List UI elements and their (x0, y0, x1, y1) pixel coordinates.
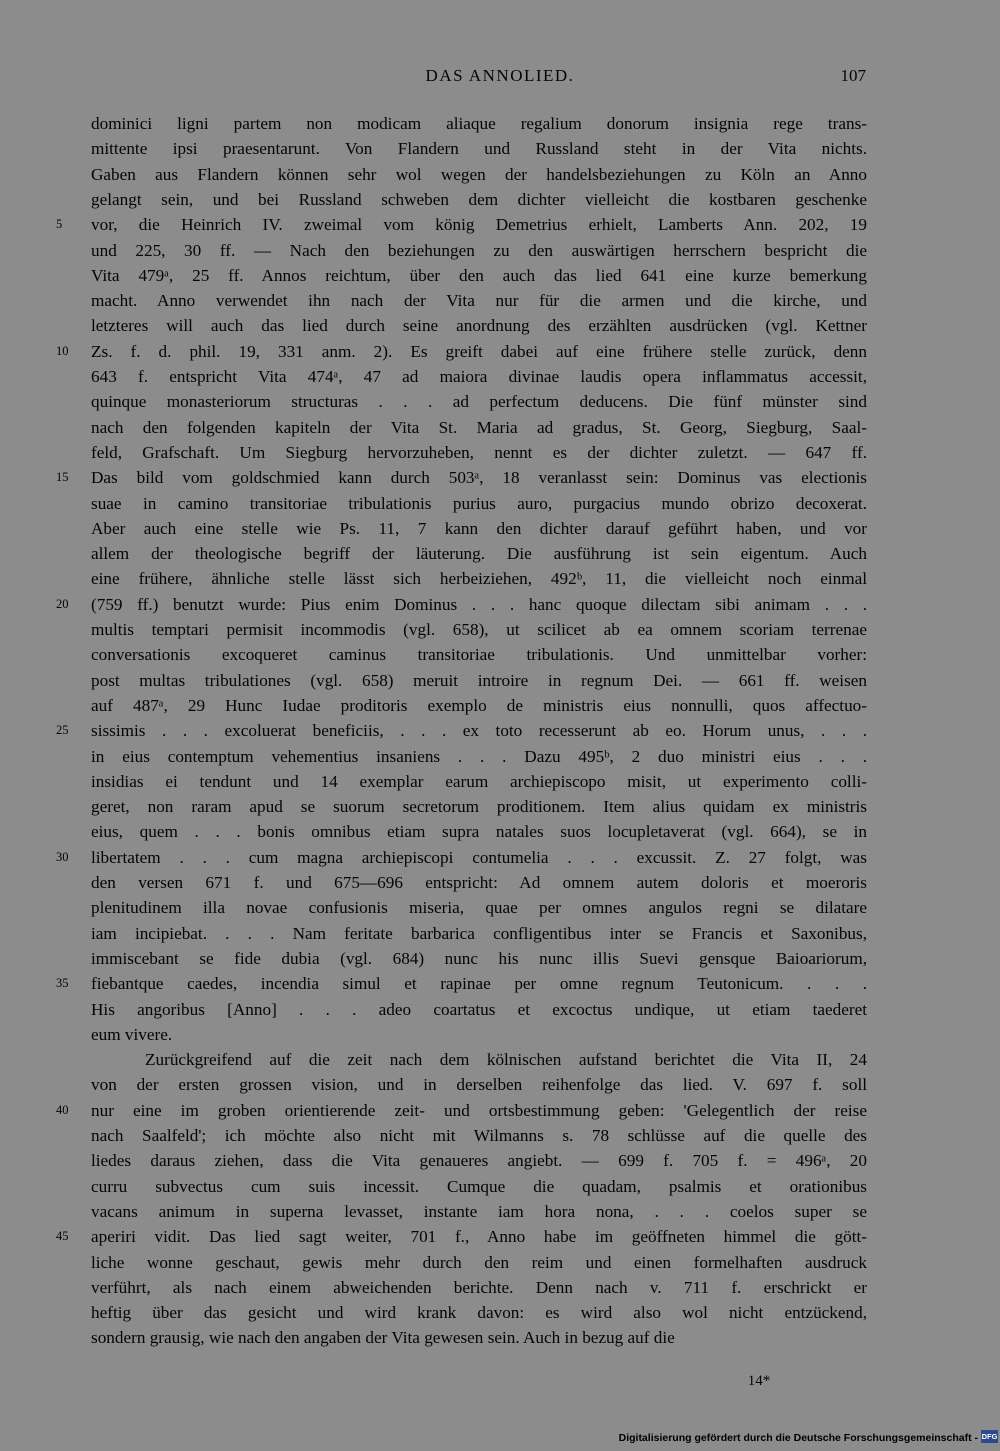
text-line: nach den folgenden kapiteln der Vita St. Maria ad gradus, St. Georg, Siegburg, Saal- (91, 417, 867, 437)
text-line: nach Saalfeld'; ich möchte also nicht mit Wilmanns s. 78 schlüsse auf die quelle des (91, 1126, 867, 1145)
text-line: insidias ei tendunt und 14 exemplar earum archiepiscopo misit, ut experimento colli- (91, 771, 867, 791)
text-line: Zs. f. d. phil. 19, 331 anm. 2). Es greift dabei auf eine frühere stelle zurück, denn (91, 341, 867, 361)
line-number: 35 (56, 976, 69, 991)
funding-footer: Digitalisierung gefördert durch die Deutsche Forschungsgemeinschaft - (618, 1432, 978, 1444)
text-line: sondern grausig, wie nach den angaben der Vita gewesen sein. Auch in bezug auf die (91, 1328, 675, 1348)
text-line: quinque monasteriorum structuras . . . ad perfectum deducens. Die fünf münster sind (91, 392, 867, 412)
text-line: iam incipiebat. . . . Nam feritate barbarica confligentibus inter se Francis et Saxonibus, (91, 923, 867, 943)
text-line: eine frühere, ähnliche stelle lässt sich herbeiziehen, 492ᵇ, 11, die vielleicht noch einmal (91, 569, 867, 589)
text-line: aperiri vidit. Das lied sagt weiter, 701 f., Anno habe im geöffneten himmel die gött- (91, 1227, 867, 1247)
line-number: 30 (56, 849, 69, 864)
signature-mark: 14* (747, 1373, 771, 1389)
text-line: letzteres will auch das lied durch seine anordnung des erzählten ausdrücken (vgl. Kettner (91, 316, 867, 336)
text-line: fiebantque caedes, incendia simul et rapinae per omne regnum Teutonicum. . . . (91, 974, 867, 994)
text-line: macht. Anno verwendet ihn nach der Vita nur für die armen und die kirche, und (91, 291, 867, 311)
text-line: nur eine im groben orientierende zeit- und ortsbestimmung geben: 'Gelegentlich der reise (91, 1100, 867, 1120)
text-line: Zurückgreifend auf die zeit nach dem kölnischen aufstand berichtet die Vita II, 24 (145, 1050, 867, 1070)
text-line: und 225, 30 ff. — Nach den beziehungen zu den auswärtigen herrschern bespricht die (91, 240, 867, 260)
text-line: allem der theologische begriff der läuterung. Die ausführung ist sein eigentum. Auch (91, 544, 867, 564)
text-line: sissimis . . . excoluerat beneficiis, . . . ex toto recesserunt ab eo. Horum unus, . . . (91, 721, 867, 741)
text-line: dominici ligni partem non modicam aliaque regalium donorum insignia rege trans- (91, 114, 867, 133)
line-number: 25 (56, 723, 69, 738)
text-line: (759 ff.) benutzt wurde: Pius enim Dominus . . . hanc quoque dilectam sibi animam . . . (91, 594, 867, 614)
line-number: 5 (56, 217, 63, 232)
text-line: vacans animum in superna levasset, instante iam hora nona, . . . coelos super se (91, 1201, 867, 1221)
text-line: plenitudinem illa novae confusionis miseria, quae per omnes angulos regni se dilatare (91, 898, 867, 918)
text-line: Das bild vom goldschmied kann durch 503ᵃ, 18 veranlasst sein: Dominus vas electionis (91, 468, 867, 488)
text-line: eum vivere. (91, 1024, 173, 1044)
line-number: 40 (56, 1102, 69, 1117)
text-line: suae in camino transitoriae tribulationis purius auro, purgacius mundo obrizo decoxerat. (91, 493, 867, 513)
dfg-logo: DFG (981, 1432, 998, 1441)
text-line: feld, Grafschaft. Um Siegburg hervorzuheben, nennt es der dichter zuletzt. — 647 ff. (91, 442, 867, 462)
text-line: geret, non raram apud se suorum secretorum proditionem. Item alius quidam ex ministris (91, 797, 867, 817)
text-line: Vita 479ᵃ, 25 ff. Annos reichtum, über den auch das lied 641 eine kurze bemerkung (91, 265, 867, 285)
text-line: den versen 671 f. und 675—696 entspricht: Ad omnem autem doloris et moeroris (91, 873, 867, 892)
text-line: libertatem . . . cum magna archiepiscopi contumelia . . . excussit. Z. 27 folgt, was (91, 847, 867, 867)
text-line: His angoribus [Anno] . . . adeo coartatus et excoctus undique, ut etiam taederet (91, 999, 867, 1019)
text-line: curru subvectus cum suis incessit. Cumque die quadam, psalmis et orationibus (91, 1176, 867, 1196)
text-line: multis temptari permisit incommodis (vgl. 658), ut scilicet ab ea omnem scoriam terrenae (91, 620, 867, 639)
text-line: vor, die Heinrich IV. zweimal vom könig Demetrius erhielt, Lamberts Ann. 202, 19 (91, 215, 867, 235)
text-line: 643 f. entspricht Vita 474ᵃ, 47 ad maiora divinae laudis opera inflammatus accessit, (91, 367, 867, 386)
text-line: immiscebant se fide dubia (vgl. 684) nunc his nunc illis Suevi gensque Baioariorum, (91, 948, 867, 968)
text-line: von der ersten grossen vision, und in derselben reihenfolge das lied. V. 697 f. soll (91, 1075, 867, 1095)
running-header: DAS ANNOLIED. (425, 66, 575, 85)
text-line: in eius contemptum vehementius insaniens . . . Dazu 495ᵇ, 2 duo ministri eius . . . (91, 746, 867, 766)
line-number: 20 (56, 596, 69, 611)
text-line: liedes daraus ziehen, dass die Vita genaueres angiebt. — 699 f. 705 f. = 496ᵃ, 20 (91, 1151, 867, 1171)
text-line: verführt, als nach einem abweichenden berichte. Denn nach v. 711 f. erschrickt er (91, 1277, 867, 1297)
line-number: 15 (56, 470, 69, 485)
text-line: Aber auch eine stelle wie Ps. 11, 7 kann den dichter darauf geführt haben, und vor (91, 518, 867, 538)
line-number: 10 (56, 343, 69, 358)
text-line: gelangt sein, und bei Russland schweben dem dichter vielleicht die kostbaren geschenke (91, 189, 867, 209)
line-number: 45 (56, 1229, 69, 1244)
text-line: post multas tribulationes (vgl. 658) meruit introire in regnum Dei. — 661 ff. weisen (91, 670, 867, 690)
page-number: 107 (840, 66, 866, 85)
text-line: conversationis excoqueret caminus transitoriae tribulationis. Und unmittelbar vorher: (91, 645, 867, 665)
text-line: liche wonne geschaut, gewis mehr durch den reim und einen formelhaften ausdruck (91, 1252, 867, 1272)
text-line: Gaben aus Flandern können sehr wol wegen der handelsbeziehungen zu Köln an Anno (91, 164, 867, 184)
text-line: eius, quem . . . bonis omnibus etiam supra natales suos locupletaverat (vgl. 664), se in (91, 822, 867, 842)
text-line: mittente ipsi praesentarunt. Von Flandern und Russland steht in der Vita nichts. (91, 139, 867, 159)
text-line: heftig über das gesicht und wird krank davon: es wird also wol nicht entzückend, (91, 1303, 867, 1323)
text-line: auf 487ᵃ, 29 Hunc Iudae proditoris exemplo de ministris eius nonnulli, quos affectuo- (91, 695, 867, 715)
